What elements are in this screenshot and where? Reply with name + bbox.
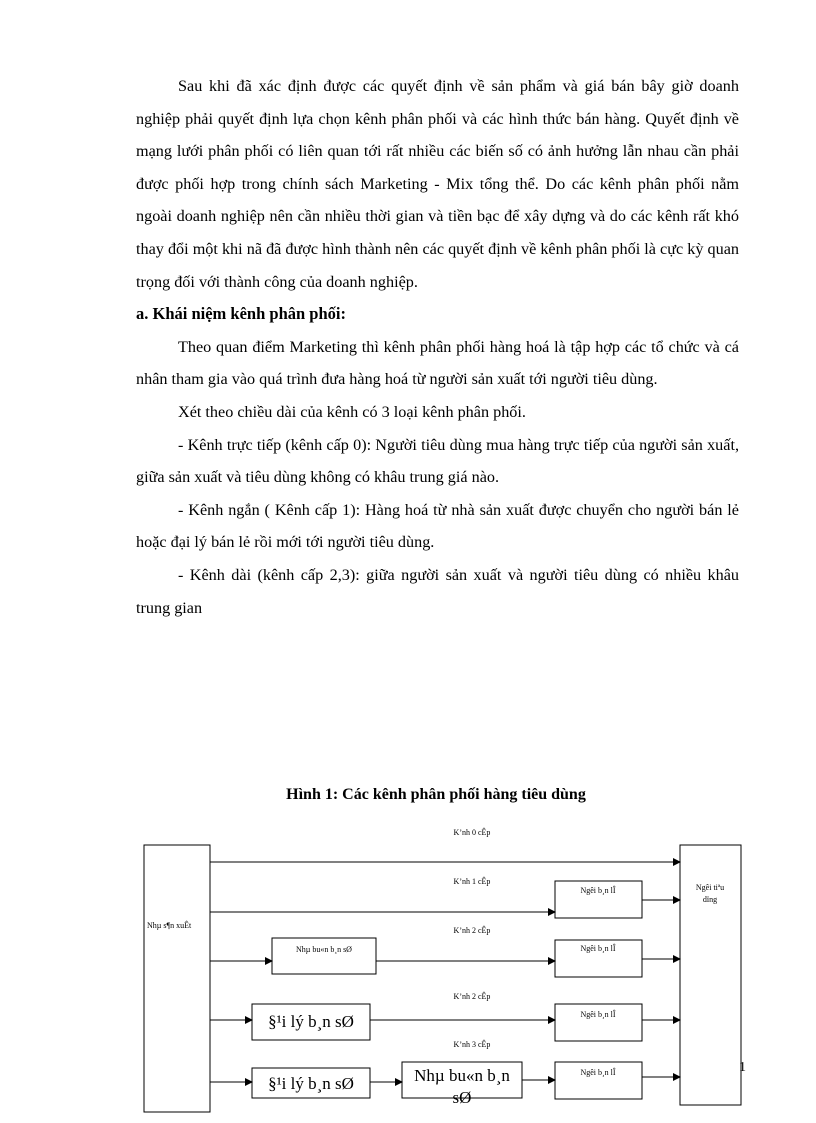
wholesaler-big-label-2: sØ <box>452 1088 472 1107</box>
distribution-channel-diagram <box>0 810 816 1123</box>
paragraph-definition: Theo quan điểm Marketing thì kênh phân phối hàng hoá là tập hợp các tổ chức và cá nhân tham gia vào quá trình đưa hàng hoá từ người sản xuất tới người tiêu dùng. <box>136 337 739 389</box>
agent-label-2: §¹i lý b¸n sØ <box>268 1074 354 1093</box>
channel-2a-label: K’nh 2 cÊp <box>453 926 491 935</box>
consumer-label-2: dïng <box>702 895 718 904</box>
channel-0-label: K’nh 0 cÊp <box>453 828 491 837</box>
channel-3-label: K’nh 3 cÊp <box>453 1040 491 1049</box>
paragraph-long-channel: - Kênh dài (kênh cấp 2,3): giữa người sản xuất và người tiêu dùng có nhiều khâu trung gian <box>136 565 739 617</box>
producer-box <box>144 845 210 1112</box>
retailer-label-3: Ngêi b¸n lÎ <box>580 1010 616 1019</box>
paragraph-intro: Sau khi đã xác định được các quyết định về sản phẩm và giá bán bây giờ doanh nghiệp phải quyết định lựa chọn kênh phân phối và các hình thức bán hàng. Quyết định về mạng lưới phân phối có liên quan tới rất nhiều các biến số có ảnh hưởng lẫn nhau cần phải được phối hợp trong chính sách Marketing - Mix tổng thể. Do các kênh phân phối nằm ngoài doanh nghiệp nên cần nhiều thời gian và tiền bạc để xây dựng và do các kênh rất khó thay đổi một khi nã đã được hình thành nên các quyết định về kênh phân phối là cực kỳ quan trọng đối với thành công của doanh nghiệp. <box>136 77 739 291</box>
document-body <box>136 70 739 624</box>
channel-2b-label: K’nh 2 cÊp <box>453 992 491 1001</box>
wholesaler-box <box>272 938 376 974</box>
retailer-label-1: Ngêi b¸n lÎ <box>580 886 616 895</box>
paragraph-direct-channel: - Kênh trực tiếp (kênh cấp 0): Người tiêu dùng mua hàng trực tiếp của người sản xuất, giữa sản xuất và tiêu dùng không có khâu trung giá nào. <box>136 435 739 487</box>
channel-1-label: K’nh 1 cÊp <box>453 877 491 886</box>
consumer-label-1: Ngêi tiªu <box>695 883 725 892</box>
retailer-label-2: Ngêi b¸n lÎ <box>580 944 616 953</box>
page-number: 1 <box>739 1060 746 1075</box>
paragraph-short-channel: - Kênh ngắn ( Kênh cấp 1): Hàng hoá từ nhà sản xuất được chuyển cho người bán lẻ hoặc đại lý bán lẻ rồi mới tới người tiêu dùng. <box>136 500 739 552</box>
agent-label-1: §¹i lý b¸n sØ <box>268 1012 354 1031</box>
producer-label: Nhµ s¶n xuÊt <box>147 921 192 930</box>
wholesaler-big-label-1: Nhµ bu«n b¸n <box>414 1066 510 1085</box>
figure-title: Hình 1: Các kênh phân phối hàng tiêu dùng <box>286 786 586 803</box>
section-heading: a. Khái niệm kênh phân phối: <box>136 304 346 324</box>
paragraph-channel-types: Xét theo chiều dài của kênh có 3 loại kênh phân phối. <box>178 402 526 421</box>
wholesaler-label: Nhµ bu«n b¸n sØ <box>296 945 352 954</box>
retailer-label-4: Ngêi b¸n lÎ <box>580 1068 616 1077</box>
